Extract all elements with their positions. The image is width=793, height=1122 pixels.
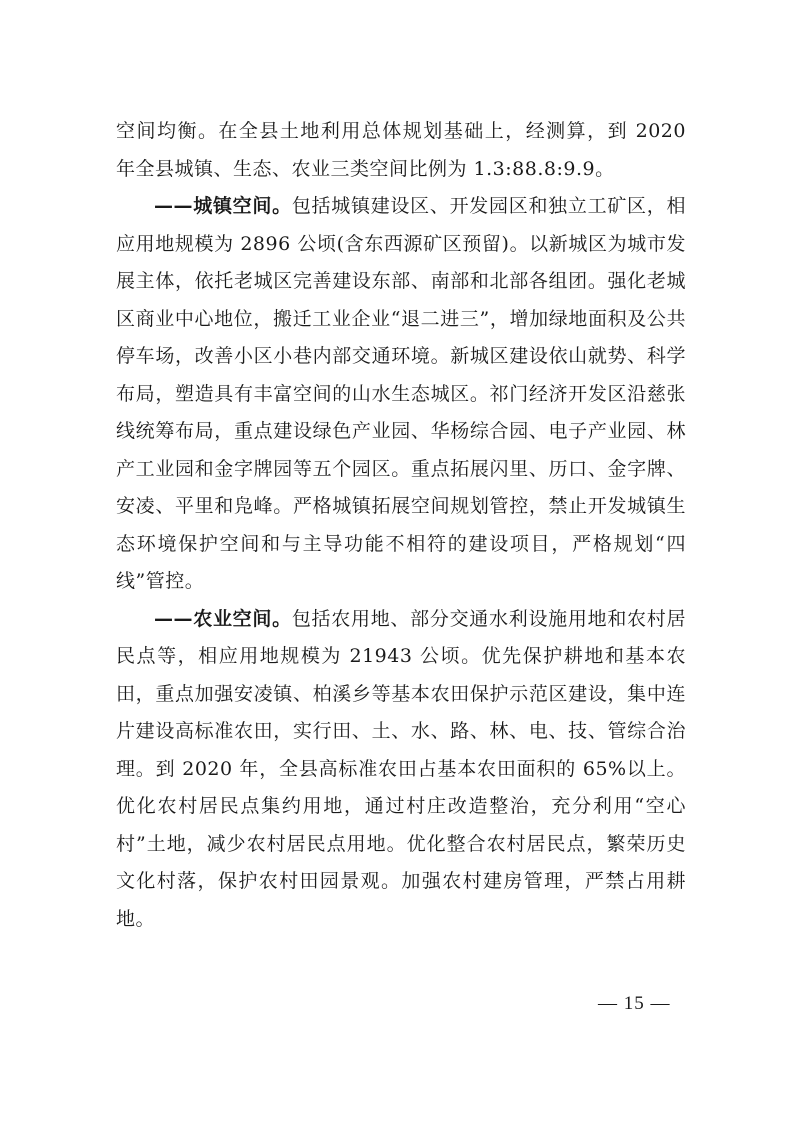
paragraph-agricultural-space [116,601,686,939]
page-number: — 15 — [598,993,671,1014]
section-heading-agricultural-space: ——农业空间。 [154,607,292,630]
paragraph-body: 空间均衡。在全县土地利用总体规划基础上，经测算，到 2020 年全县城镇、生态、农业三类空间比例为 1.3:88.8:9.9。 [116,120,686,180]
body-text [116,113,686,938]
paragraph-spatial-balance [116,113,686,188]
paragraph-body: 包括农用地、部分交通水利设施用地和农村居民点等，相应用地规模为 21943 公顷。优先保护耕地和基本农田，重点加强安凌镇、柏溪乡等基本农田保护示范区建设，集中连片建设高标准农田，实行田、土、水、路、林、电、技、管综合治理。到 2020 年，全县高标准农田占基本农田面积的 65%以上。优化农村居民点集约用地，通过村庄改造整治，充分利用“空心村”土地，减少农村居民点用地。优化整合农村居民点，繁荣历史文化村落，保护农村田园景观。加强农村建房管理，严禁占用耕地。 [116,607,686,930]
section-heading-urban-space: ——城镇空间。 [154,195,292,217]
paragraph-urban-space [116,188,686,601]
paragraph-body: 包括城镇建设区、开发园区和独立工矿区，相应用地规模为 2896 公顷(含东西源矿区预留)。以新城区为城市发展主体，依托老城区完善建设东部、南部和北部各组团。强化老城区商业中心地位，搬迁工业企业“退二进三”，增加绿地面积及公共停车场，改善小区小巷内部交通环境。新城区建设依山就势、科学布局，塑造具有丰富空间的山水生态城区。祁门经济开发区沿慈张线统筹布局，重点建设绿色产业园、华杨综合园、电子产业园、林产工业园和金字牌园等五个园区。重点拓展闪里、历口、金字牌、安凌、平里和凫峰。严格城镇拓展空间规划管控，禁止开发城镇生态环境保护空间和与主导功能不相符的建设项目，严格规划“四线”管控。 [116,195,686,592]
